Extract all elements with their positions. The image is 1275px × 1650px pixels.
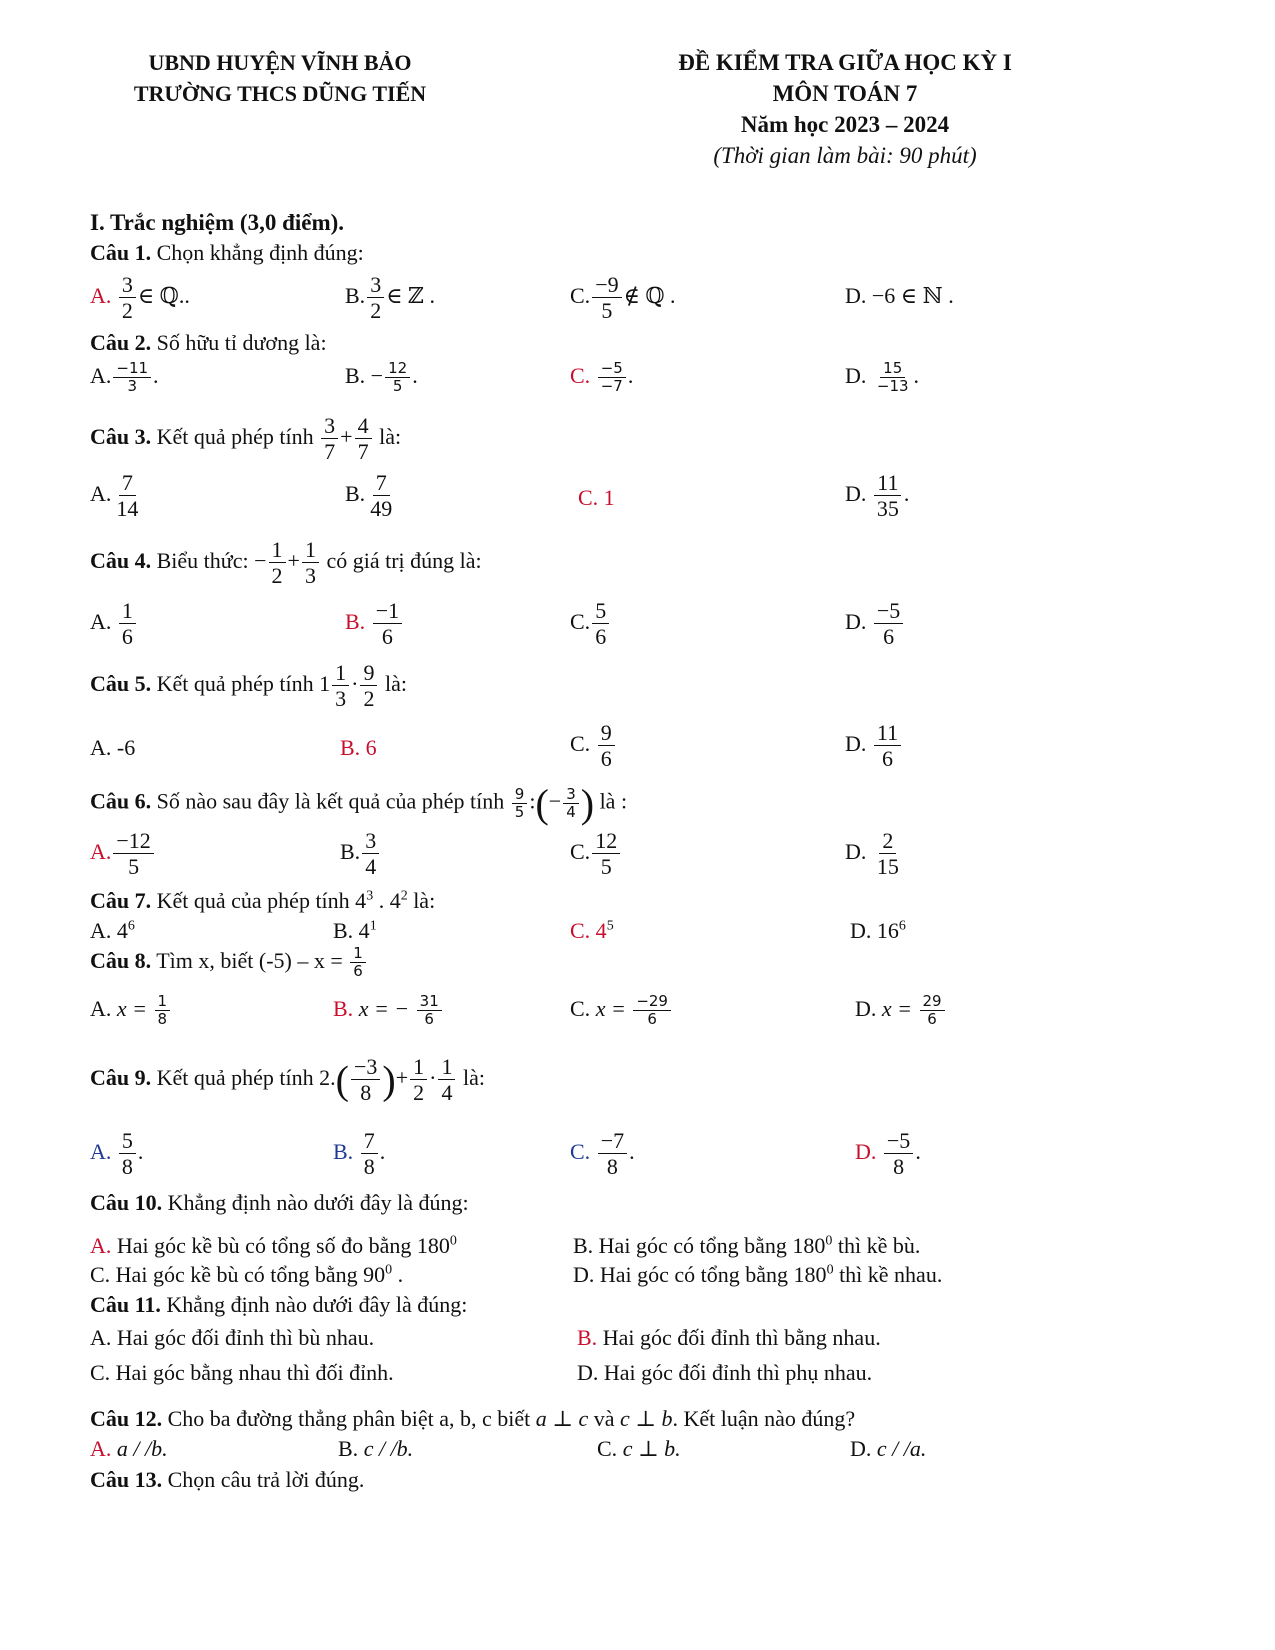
denominator: 14 xyxy=(116,496,139,522)
option-letter: D. xyxy=(845,838,867,864)
option-letter: B. xyxy=(345,608,366,634)
q7-option-b[interactable] xyxy=(333,918,377,944)
numerator: 7 xyxy=(119,470,136,496)
question-text: Kết quả phép tính xyxy=(156,423,314,449)
option-text: ∈ ℤ . xyxy=(386,282,436,308)
q5-option-b[interactable]: B. 6 xyxy=(340,735,377,760)
numerator: −5 xyxy=(884,1128,913,1154)
option-letter: A. xyxy=(90,1233,112,1258)
numerator: 3 xyxy=(367,272,384,298)
option-text: c ⊥ b. xyxy=(622,1436,681,1461)
option-text: C. 4 xyxy=(570,918,607,943)
variable: x = xyxy=(116,995,148,1021)
numerator: 5 xyxy=(592,598,609,624)
q2-option-a[interactable]: A. $\frac{-11}{3}$ . xyxy=(90,359,159,396)
question-5 xyxy=(90,660,407,712)
q4-option-b[interactable] xyxy=(345,598,404,650)
exponent: 0 xyxy=(385,1262,393,1278)
question-end: là : xyxy=(599,788,628,814)
exponent: 2 xyxy=(400,888,408,904)
option-letter: C. xyxy=(570,1138,591,1164)
option-letter: A. xyxy=(90,608,112,634)
question-text: Khẳng định nào dưới đây là đúng: xyxy=(166,1292,468,1317)
numerator: −3 xyxy=(351,1054,380,1080)
q1-option-c[interactable] xyxy=(570,272,676,324)
denominator: 3 xyxy=(335,686,347,712)
numerator: −7 xyxy=(598,1128,627,1154)
numerator: 1 xyxy=(438,1054,455,1080)
question-label: Câu 5. xyxy=(90,670,152,696)
q11-option-c[interactable]: C. Hai góc bằng nhau thì đối đỉnh. xyxy=(90,1360,394,1385)
numerator: 1 xyxy=(410,1054,427,1080)
option-letter: B. xyxy=(338,1436,359,1461)
operator: · xyxy=(351,670,359,696)
denominator: 6 xyxy=(883,624,895,650)
q3-option-d[interactable]: D. $\frac{11}{35}$ . xyxy=(845,470,910,522)
q12-option-d[interactable] xyxy=(850,1436,926,1462)
option-letter: B. xyxy=(345,282,366,308)
denominator: 6 xyxy=(353,962,363,981)
denominator: 6 xyxy=(381,624,393,650)
denominator: 35 xyxy=(876,496,899,522)
option-letter: B. xyxy=(333,995,354,1021)
numerator: −5 xyxy=(874,598,903,624)
numerator: 9 xyxy=(360,660,377,686)
option-text: a / /b. xyxy=(116,1436,168,1461)
option-letter: C. xyxy=(570,730,591,756)
exponent: 0 xyxy=(826,1262,834,1278)
option-letter: A. xyxy=(90,282,112,308)
denominator: −13 xyxy=(876,377,909,396)
numerator: 1 xyxy=(269,537,286,563)
question-label: Câu 4. xyxy=(90,547,152,573)
numerator: 3 xyxy=(563,786,579,804)
numerator: 11 xyxy=(874,720,901,746)
school-header xyxy=(90,47,470,109)
option-letter: B. xyxy=(340,838,361,864)
question-label: Câu 9. xyxy=(90,1064,152,1090)
numerator: 1 xyxy=(350,945,366,963)
denominator: 4 xyxy=(441,1080,453,1106)
numerator: 9 xyxy=(598,720,615,746)
operator: − xyxy=(548,788,562,814)
option-letter: D. xyxy=(850,1436,872,1461)
denominator: −7 xyxy=(600,377,623,396)
option-letter: A. xyxy=(90,1436,112,1461)
q10-option-b[interactable] xyxy=(573,1233,920,1259)
question-10 xyxy=(90,1190,469,1216)
denominator: 8 xyxy=(360,1080,372,1106)
denominator: 4 xyxy=(365,854,377,880)
q6-option-b[interactable] xyxy=(340,828,381,880)
question-text: Số hữu tỉ dương là: xyxy=(156,330,327,355)
q6-option-c[interactable] xyxy=(570,828,622,880)
q6-option-a[interactable] xyxy=(90,828,156,880)
exponent: 6 xyxy=(898,918,906,934)
option-letter: D. xyxy=(845,608,867,634)
option-text: B. 4 xyxy=(333,918,370,943)
q2-option-d[interactable]: D. $\frac{15}{-13}$ . xyxy=(845,359,920,396)
operator: + xyxy=(340,423,353,449)
option-text: ∉ ℚ . xyxy=(623,282,676,308)
numerator: 3 xyxy=(321,413,338,439)
numerator: 1 xyxy=(302,537,319,563)
denominator: 5 xyxy=(128,854,140,880)
question-text: Biểu thức: xyxy=(156,547,249,573)
numerator: −1 xyxy=(373,598,402,624)
option-text: c / /a. xyxy=(876,1436,927,1461)
denominator: 2 xyxy=(271,563,283,589)
question-4 xyxy=(90,537,482,589)
question-text: Khẳng định nào dưới đây là đúng: xyxy=(167,1190,469,1215)
question-text: Cho ba đường thẳng phân biệt a, b, c biết xyxy=(167,1406,531,1431)
q6-option-d[interactable] xyxy=(845,828,904,880)
numerator: 2 xyxy=(879,828,896,854)
numerator: 12 xyxy=(385,360,410,378)
q4-option-a[interactable] xyxy=(90,598,138,650)
operator: + xyxy=(395,1064,409,1090)
operator: 2. xyxy=(319,1064,336,1090)
operator: − xyxy=(254,547,267,573)
question-label: Câu 10. xyxy=(90,1190,163,1215)
q11-option-d[interactable]: D. Hai góc đối đỉnh thì phụ nhau. xyxy=(577,1360,873,1385)
option-letter: A. xyxy=(90,838,112,864)
option-text: C. Hai góc kề bù có tổng bằng 90 xyxy=(90,1262,386,1287)
question-label: Câu 8. xyxy=(90,947,152,973)
question-9: Câu 9. Kết quả phép tính 2.( $\frac{-3}{8}$ )+ $\frac{1}{2}$ · $\frac{1}{4}$ là: xyxy=(90,1054,485,1106)
numerator: −9 xyxy=(592,272,621,298)
numerator: 3 xyxy=(119,272,136,298)
question-label: Câu 2. xyxy=(90,330,152,355)
whole-part: 1 xyxy=(319,670,331,696)
question-end: . Kết luận nào đúng? xyxy=(672,1406,856,1431)
denominator: 6 xyxy=(881,746,893,772)
question-end: là: xyxy=(462,1064,485,1090)
option-text-end: thì kề bù. xyxy=(832,1233,921,1258)
option-letter: B. xyxy=(577,1325,598,1350)
school-year: Năm học 2023 – 2024 xyxy=(740,112,950,137)
option-letter: C. xyxy=(570,995,591,1021)
denominator: 7 xyxy=(324,439,336,465)
option-text: ∈ ℚ.. xyxy=(137,282,190,308)
numerator: 29 xyxy=(920,993,945,1011)
numerator: 7 xyxy=(373,470,390,496)
exponent: 3 xyxy=(366,888,374,904)
denominator: 5 xyxy=(514,803,525,821)
q9-option-d[interactable]: D. $\frac{-5}{8}$ . xyxy=(855,1128,921,1180)
denominator: 5 xyxy=(392,377,403,396)
relation: a ⊥ c xyxy=(535,1406,589,1431)
option-letter: C. xyxy=(570,838,591,864)
exam-title: ĐỀ KIỂM TRA GIỮA HỌC KỲ I xyxy=(678,50,1012,75)
variable: x = xyxy=(595,995,626,1021)
numerator: −12 xyxy=(113,828,153,854)
numerator: 1 xyxy=(119,598,136,624)
operator: · xyxy=(429,1064,437,1090)
q9-option-c[interactable]: C. $\frac{-7}{8}$ . xyxy=(570,1128,635,1180)
option-letter: C. xyxy=(570,608,591,634)
operator: : xyxy=(529,788,536,814)
option-text: Hai góc kề bù có tổng số đo bằng 180 xyxy=(116,1233,450,1258)
denominator: 4 xyxy=(566,803,576,821)
denominator: 6 xyxy=(927,1010,937,1029)
denominator: 2 xyxy=(413,1080,425,1106)
option-letter: D. xyxy=(855,1138,877,1164)
option-text: D. 16 xyxy=(850,918,899,943)
question-text: Kết quả phép tính xyxy=(156,670,314,696)
question-label: Câu 11. xyxy=(90,1292,161,1317)
denominator: 6 xyxy=(600,746,612,772)
question-text-mid: . 4 xyxy=(373,888,401,913)
question-text: Chọn câu trả lời đúng. xyxy=(167,1467,365,1492)
q11-option-b[interactable] xyxy=(577,1325,881,1351)
question-13 xyxy=(90,1467,364,1493)
denominator: 8 xyxy=(157,1010,168,1029)
option-letter: A. xyxy=(90,480,112,506)
denominator: 5 xyxy=(601,298,613,324)
q9-option-a[interactable]: A. $\frac{5}{8}$ . xyxy=(90,1128,144,1180)
district-name: UBND HUYỆN VĨNH BẢO xyxy=(148,50,412,75)
option-letter: B. xyxy=(333,1138,354,1164)
denominator: 3 xyxy=(304,563,316,589)
operator: + xyxy=(287,547,300,573)
option-text: c / /b. xyxy=(363,1436,414,1461)
option-letter: D. xyxy=(845,362,867,388)
denominator: 8 xyxy=(893,1154,905,1180)
q10-option-d[interactable] xyxy=(573,1262,942,1288)
denominator: 7 xyxy=(357,439,369,465)
option-text-end: thì kề nhau. xyxy=(833,1262,943,1287)
q4-option-d[interactable] xyxy=(845,598,905,650)
exam-duration: (Thời gian làm bài: 90 phút) xyxy=(713,143,977,168)
question-end: là: xyxy=(407,888,436,913)
option-text: B. Hai góc có tổng bằng 180 xyxy=(573,1233,826,1258)
q9-option-b[interactable]: B. $\frac{7}{8}$ . xyxy=(333,1128,386,1180)
subject-name: MÔN TOÁN 7 xyxy=(772,81,918,106)
question-7 xyxy=(90,888,435,914)
option-letter: D. xyxy=(845,480,867,506)
numerator: −29 xyxy=(633,993,671,1011)
numerator: 31 xyxy=(417,993,442,1011)
q5-option-a[interactable]: A. -6 xyxy=(90,735,136,760)
denominator: 6 xyxy=(595,624,607,650)
relation: c ⊥ b xyxy=(620,1406,673,1431)
denominator: 8 xyxy=(121,1154,133,1180)
numerator: 9 xyxy=(512,786,528,804)
q7-option-d[interactable] xyxy=(850,918,906,944)
option-letter: B. xyxy=(345,480,366,506)
numerator: 15 xyxy=(880,360,905,378)
numerator: −11 xyxy=(113,360,151,378)
numerator: 1 xyxy=(155,993,171,1011)
exponent: 1 xyxy=(369,918,377,934)
question-1 xyxy=(90,240,364,266)
denominator: 5 xyxy=(600,854,612,880)
question-text: Kết quả của phép tính 4 xyxy=(156,888,367,913)
q2-option-b[interactable]: B. − $\frac{12}{5}$ . xyxy=(345,359,418,396)
question-text: Chọn khẳng định đúng: xyxy=(156,240,364,265)
denominator: 3 xyxy=(127,377,137,396)
denominator: 6 xyxy=(424,1010,434,1029)
q2-option-c[interactable]: C. $\frac{-5}{-7}$ . xyxy=(570,359,634,396)
q8-option-a[interactable] xyxy=(90,993,172,1029)
q3-option-a[interactable] xyxy=(90,470,143,522)
option-letter: A. xyxy=(90,995,112,1021)
numerator: −5 xyxy=(598,360,626,378)
variable: x = xyxy=(881,995,913,1021)
denominator: 8 xyxy=(606,1154,618,1180)
q1-option-b[interactable] xyxy=(345,272,435,324)
q1-option-d[interactable]: D. −6 ∈ ℕ . xyxy=(845,283,954,308)
q3-option-b[interactable] xyxy=(345,470,397,522)
q7-option-a[interactable] xyxy=(90,918,135,944)
q7-option-c[interactable] xyxy=(570,918,614,944)
q1-option-a[interactable] xyxy=(90,272,190,324)
denominator: 6 xyxy=(647,1010,657,1029)
exponent: 0 xyxy=(449,1233,457,1249)
question-text: Tìm x, biết (-5) – x = xyxy=(156,947,343,973)
denominator: 2 xyxy=(363,686,375,712)
denominator: 15 xyxy=(876,854,899,880)
option-letter: D. xyxy=(855,995,877,1021)
question-label: Câu 3. xyxy=(90,423,152,449)
exam-header xyxy=(620,47,1070,171)
option-text: D. Hai góc có tổng bằng 180 xyxy=(573,1262,827,1287)
question-label: Câu 1. xyxy=(90,240,152,265)
variable: x = − xyxy=(358,995,410,1021)
option-letter: D. xyxy=(845,730,867,756)
question-12 xyxy=(90,1406,855,1432)
question-3 xyxy=(90,413,401,465)
question-11 xyxy=(90,1292,467,1318)
option-letter: A. xyxy=(90,362,112,388)
question-label: Câu 13. xyxy=(90,1467,163,1492)
numerator: 5 xyxy=(119,1128,136,1154)
question-label: Câu 7. xyxy=(90,888,152,913)
q5-option-c[interactable] xyxy=(570,720,617,772)
option-letter: C. xyxy=(570,362,591,388)
numerator: 12 xyxy=(592,828,620,854)
option-text-end: . xyxy=(392,1262,404,1287)
q12-option-c[interactable] xyxy=(597,1436,681,1462)
denominator: 6 xyxy=(121,624,133,650)
q4-option-c[interactable] xyxy=(570,598,611,650)
q10-option-a[interactable] xyxy=(90,1233,457,1259)
option-letter: A. xyxy=(90,1138,112,1164)
q11-option-a[interactable]: A. Hai góc đối đỉnh thì bù nhau. xyxy=(90,1325,375,1350)
q8-option-d[interactable] xyxy=(855,993,947,1029)
question-end: có giá trị đúng là: xyxy=(326,547,482,573)
numerator: 11 xyxy=(874,470,901,496)
question-8 xyxy=(90,945,368,981)
numerator: 4 xyxy=(355,413,372,439)
q12-option-b[interactable] xyxy=(338,1436,413,1462)
q8-option-c[interactable] xyxy=(570,993,673,1029)
denominator: 8 xyxy=(363,1154,375,1180)
question-6: Câu 6. Số nào sau đây là kết quả của phép tính $\frac{9}{5}$ :(− $\frac{3}{4}$ ) là : xyxy=(90,781,628,826)
option-text: A. 4 xyxy=(90,918,128,943)
question-label: Câu 6. xyxy=(90,788,152,814)
option-letter: C. xyxy=(597,1436,618,1461)
q10-option-c[interactable] xyxy=(90,1262,403,1288)
option-letter: B. − xyxy=(345,362,384,388)
question-end: là: xyxy=(379,423,402,449)
numerator: 7 xyxy=(361,1128,378,1154)
denominator: 2 xyxy=(121,298,133,324)
q3-option-c[interactable]: C. 1 xyxy=(578,485,615,510)
q5-option-d[interactable] xyxy=(845,720,903,772)
numerator: 3 xyxy=(362,828,379,854)
q12-option-a[interactable] xyxy=(90,1436,168,1462)
denominator: 49 xyxy=(370,496,393,522)
option-text: Hai góc đối đỉnh thì bằng nhau. xyxy=(602,1325,881,1350)
option-letter: C. xyxy=(570,282,591,308)
question-label: Câu 12. xyxy=(90,1406,163,1431)
question-text: Số nào sau đây là kết quả của phép tính xyxy=(156,788,505,814)
exponent: 6 xyxy=(127,918,135,934)
question-2 xyxy=(90,330,327,356)
question-end: là: xyxy=(384,670,407,696)
conjunction: và xyxy=(588,1406,621,1431)
question-text: Kết quả phép tính xyxy=(156,1064,314,1090)
q8-option-b[interactable] xyxy=(333,993,444,1029)
exponent: 5 xyxy=(606,918,614,934)
exponent: 0 xyxy=(825,1233,833,1249)
school-name: TRƯỜNG THCS DŨNG TIẾN xyxy=(133,81,427,106)
numerator: 1 xyxy=(332,660,349,686)
denominator: 2 xyxy=(370,298,382,324)
section-title: I. Trắc nghiệm (3,0 điểm). xyxy=(90,210,345,235)
